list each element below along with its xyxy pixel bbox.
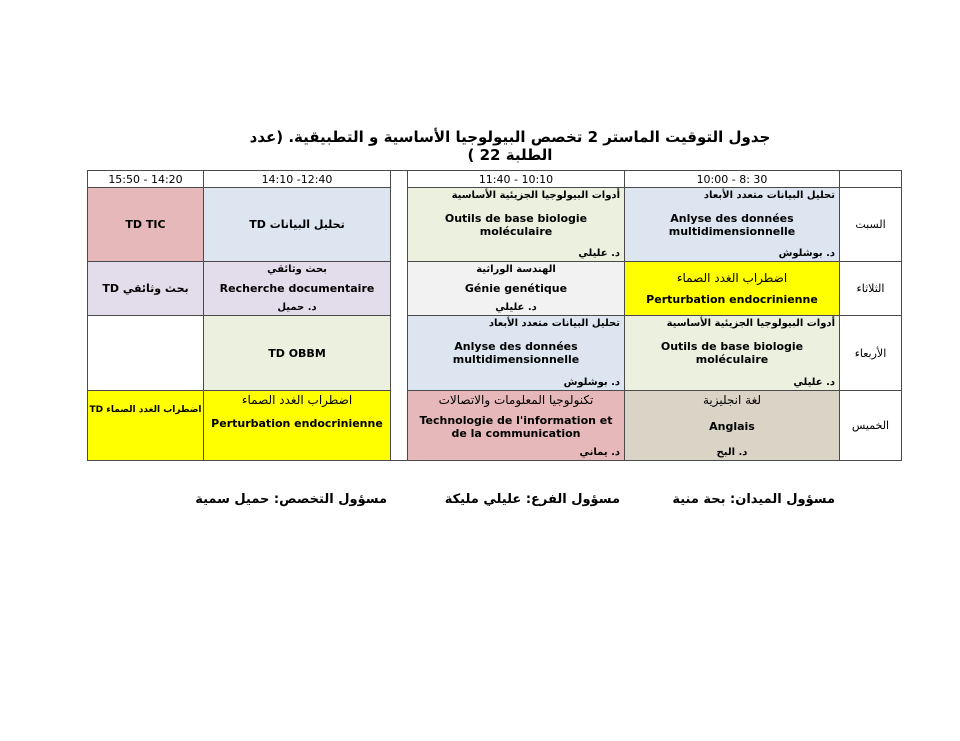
cell-sat-1240: تحليل البيانات TD <box>204 188 391 262</box>
course-fr: Génie genétique <box>464 282 568 296</box>
course-prof: د. عليلي <box>495 302 537 314</box>
specialty-manager: مسؤول التخصص: حميل سمية <box>195 492 387 507</box>
course-prof: د. عليلي <box>793 376 835 388</box>
table-row <box>88 390 902 460</box>
course-prof: د. حميل <box>277 302 317 314</box>
time-slot-1: 10:00 - 8: 30 <box>625 171 840 188</box>
cell-thu-1010 <box>408 390 625 460</box>
cell-thu-1240 <box>204 390 391 460</box>
table-row <box>88 188 902 262</box>
course-fr: Anglais <box>709 420 755 434</box>
course-fr: Perturbation endocrinienne <box>211 416 383 430</box>
field-manager: مسؤول الميدان: بحة منية <box>672 492 835 507</box>
course-prof: د. بوشلوش <box>563 376 620 388</box>
course-fr: Outils de base biologie moléculaire <box>444 211 588 238</box>
cell-wed-1010 <box>408 316 625 390</box>
course-fr: Anlyse des données multidimensionnelle <box>668 211 796 238</box>
course-prof: د. يماني <box>579 447 620 458</box>
schedule-table <box>87 170 902 461</box>
cell-wed-1240: TD OBBM <box>204 316 391 390</box>
course-prof: د. البح <box>716 447 748 458</box>
course-ar: تحليل البيانات متعدد الأبعاد <box>488 318 620 330</box>
day-header-empty <box>840 171 902 188</box>
course-fr: Recherche documentaire <box>219 282 375 296</box>
course-ar: تكنولوجيا المعلومات والاتصالات <box>438 392 594 407</box>
cell-tue-0830 <box>625 262 840 316</box>
day-wednesday: الأربعاء <box>840 316 902 390</box>
course-fr: Perturbation endocrinienne <box>646 293 818 307</box>
course-ar: اضطراب الغدد الصماء <box>241 392 353 407</box>
course-ar: اضطراب الغدد الصماء <box>676 271 788 286</box>
table-row <box>88 316 902 390</box>
cell-wed-1420 <box>88 316 204 390</box>
time-slot-3: 14:10 -12:40 <box>204 171 391 188</box>
cell-thu-1420: اضطراب الغدد الصماء TD <box>88 390 204 460</box>
column-gap <box>391 171 408 461</box>
course-ar: الهندسة الوراثية <box>476 264 556 276</box>
cell-sat-0830 <box>625 188 840 262</box>
day-tuesday: الثلاثاء <box>840 262 902 316</box>
time-slot-4: 15:50 - 14:20 <box>88 171 204 188</box>
cell-tue-1010 <box>408 262 625 316</box>
cell-thu-0830 <box>625 390 840 460</box>
table-row <box>88 262 902 316</box>
course-ar: تحليل البيانات متعدد الأبعاد <box>703 190 835 202</box>
cell-tue-1240 <box>204 262 391 316</box>
day-saturday: السبت <box>840 188 902 262</box>
header-row <box>88 171 902 188</box>
course-ar: بحث وثائقي <box>267 264 327 276</box>
course-fr: Outils de base biologie moléculaire <box>660 340 804 367</box>
course-ar: لغة انجليزية <box>702 392 762 407</box>
cell-sat-1010 <box>408 188 625 262</box>
time-slot-2: 11:40 - 10:10 <box>408 171 625 188</box>
branch-manager: مسؤول الفرع: عليلي مليكة <box>444 492 620 507</box>
cell-sat-1420: TD TIC <box>88 188 204 262</box>
page-title: جدول التوقيت الماستر 2 تخصص البيولوجيا الأساسية و التطبيقية. (عدد الطلبة 22 ) <box>249 128 771 164</box>
course-ar: أدوات البيولوجيا الجزيئية الأساسية <box>666 318 835 330</box>
day-thursday: الخميس <box>840 390 902 460</box>
cell-tue-1420: بحث وثائقي TD <box>88 262 204 316</box>
course-prof: د. عليلي <box>578 248 620 260</box>
course-fr: Anlyse des données multidimensionnelle <box>452 340 580 367</box>
course-fr: Technologie de l'information et de la communication <box>419 413 613 440</box>
course-ar: أدوات البيولوجيا الجزيئية الأساسية <box>451 190 620 202</box>
course-prof: د. بوشلوش <box>778 248 835 260</box>
cell-wed-0830 <box>625 316 840 390</box>
